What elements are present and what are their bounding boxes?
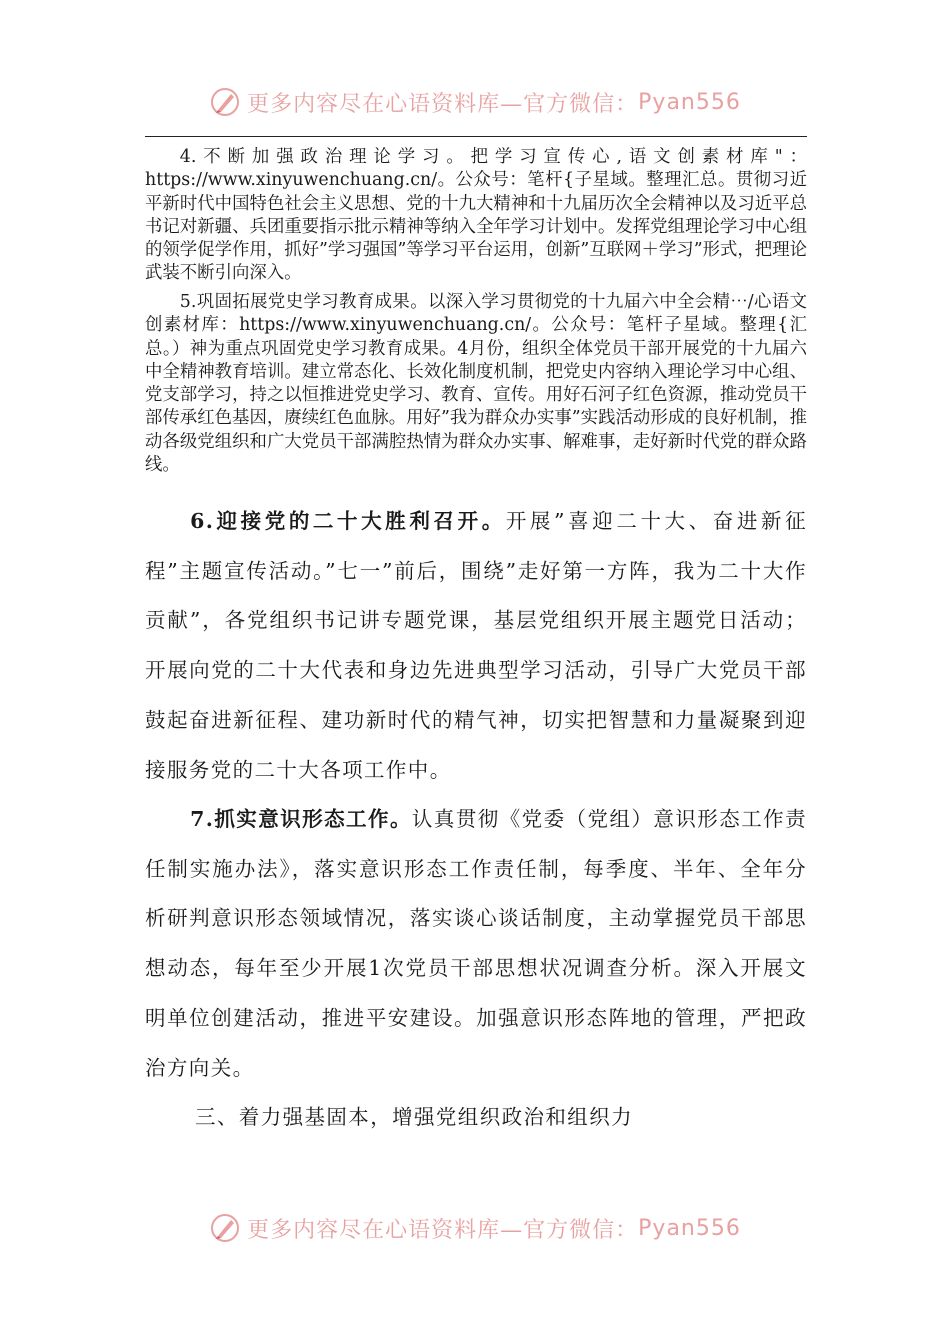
pen-logo-icon (209, 1212, 241, 1244)
header-rule (145, 136, 807, 137)
pen-logo-icon (209, 86, 241, 118)
paragraph-7-lead: 7.抓实意识形态工作。 (190, 807, 412, 831)
paragraph-6-body: 开展”喜迎二十大、奋进新征程”主题宣传活动。”七一”前后，围绕”走好第一方阵，我为二十大作贡献”，各党组织书记讲专题党课，基层党组织开展主题党日活动；开展向党的二十大代表和身边先进典型学习活动，引导广大党员干部鼓起奋进新征程、建功新时代的精气神，切实把智慧和力量凝聚到迎接服务党的二十大各项工作中。 (145, 509, 807, 782)
paragraph-7 (145, 795, 807, 1093)
section-heading: 三、着力强基固本，增强党组织政治和组织力 (195, 1105, 633, 1129)
paragraph-6-lead: 6.迎接党的二十大胜利召开。 (190, 509, 506, 533)
paragraph-4 (145, 146, 807, 286)
paragraph-5-text: 5.巩固拓展党史学习教育成果。以深入学习贯彻党的十九届六中全会精⋯/心语文创素材库：https://www.xinyuwenchuang.cn/。公众号：笔杆子星域。整理{汇总。）神为重点巩固党史学习教育成果。4月份，组织全体党员干部开展党的十九届六中全精神教育培训。建立常态化、长效化制度机制，把党史内容纳入理论学习中心组、党支部学习，持之以恒推进党史学习、教育、宣传。用好石河子红色资源，推动党员干部传承红色基因，赓续红色血脉。用好”我为群众办实事”实践活动形成的良好机制，推动各级党组织和广大党员干部满腔热情为群众办实事、解难事，走好新时代党的群众路线。 (145, 292, 807, 476)
watermark-text: 更多内容尽在心语资料库—官方微信： (247, 1217, 639, 1243)
watermark-id: Pyan556 (638, 89, 741, 115)
paragraph-4-text: 4.不断加强政治理论学习。把学习宣传心,语文创素材库"：https://www.xinyuwenchuang.cn/。公众号：笔杆{子星域。整理汇总。贯彻习近平新时代中国特色社会主义思想、党的十九大精神和十九届历次全会精神以及习近平总书记对新疆、兵团重要指示批示精神等纳入全年学习计划中。发挥党组理论学习中心组的领学促学作用，抓好”学习强国”等学习平台运用，创新”互联网＋学习”形式，把理论武装不断引向深入。 (145, 147, 807, 284)
paragraph-6 (145, 497, 807, 795)
header-watermark (0, 82, 950, 122)
paragraph-5 (145, 291, 807, 477)
watermark-text: 更多内容尽在心语资料库—官方微信： (247, 91, 639, 117)
footer-watermark (0, 1208, 950, 1248)
paragraph-7-body: 认真贯彻《党委（党组）意识形态工作责任制实施办法》，落实意识形态工作责任制，每季度、半年、全年分析研判意识形态领域情况，落实谈心谈话制度，主动掌握党员干部思想动态，每年至少开展1次党员干部思想状况调查分析。深入开展文明单位创建活动，推进平安建设。加强意识形态阵地的管理，严把政治方向关。 (145, 807, 807, 1080)
watermark-id: Pyan556 (638, 1215, 741, 1241)
